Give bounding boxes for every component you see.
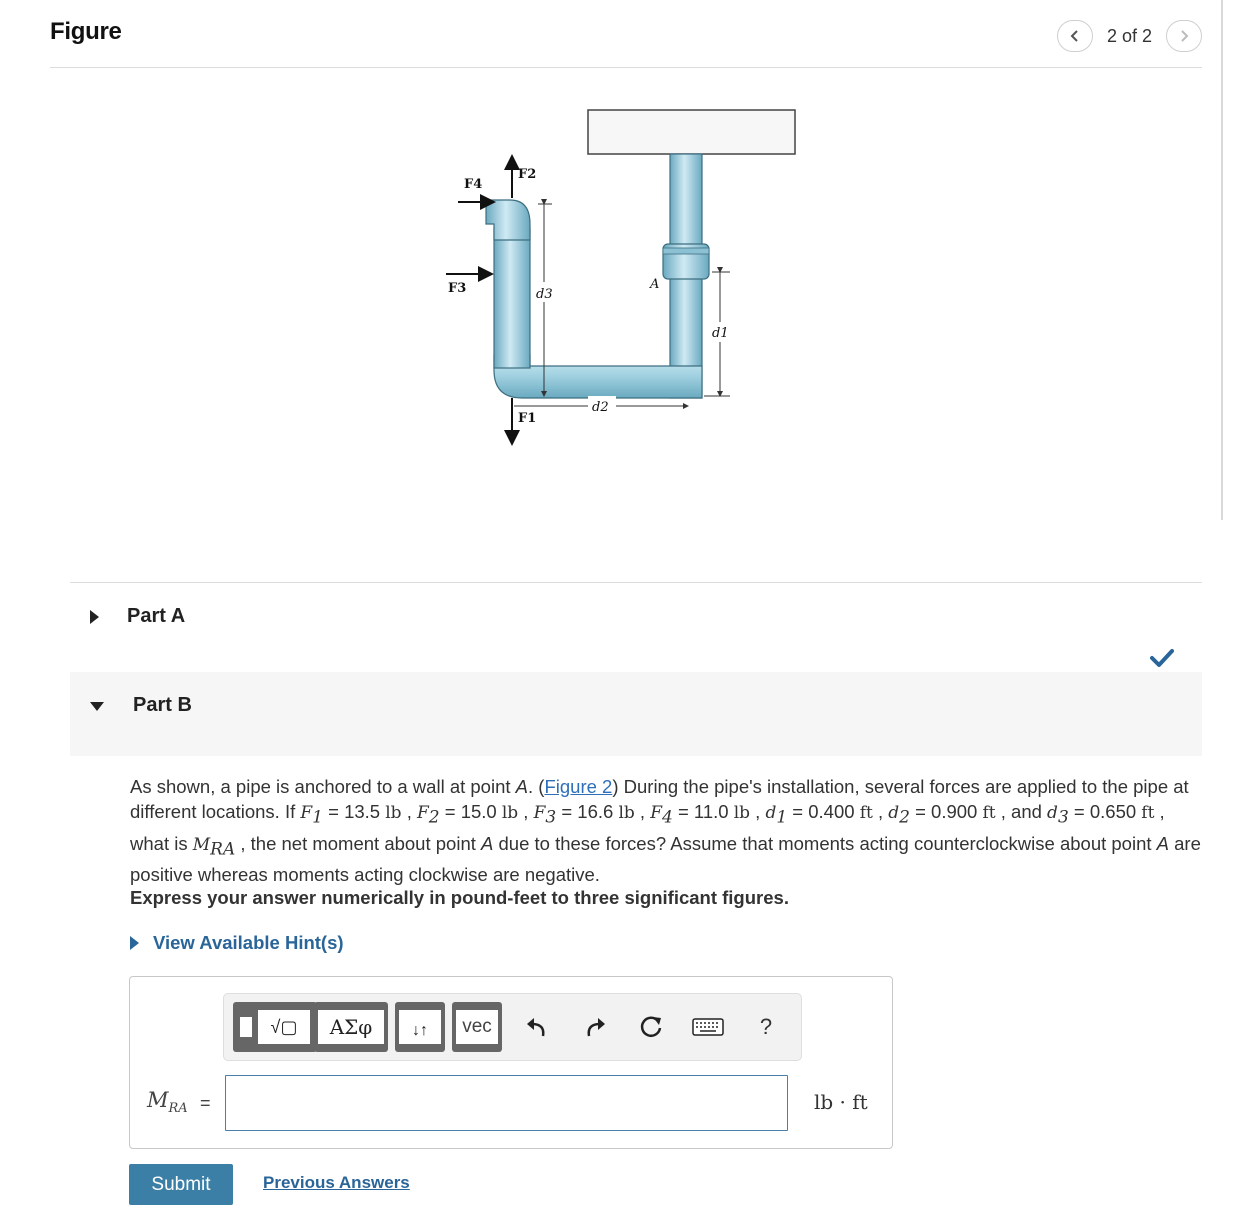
symbols-button[interactable]: ΑΣφ	[314, 1002, 388, 1052]
pipe-left-vertical	[494, 228, 530, 368]
checkmark-icon	[1150, 648, 1174, 668]
label-a: A	[650, 277, 660, 292]
part-b-header[interactable]	[70, 672, 1202, 756]
part-b-label: Part B	[133, 694, 192, 716]
arrows-button[interactable]: ↓↑	[395, 1002, 445, 1052]
separator	[70, 582, 1202, 583]
reset-icon[interactable]	[636, 1012, 666, 1042]
math-toolbar	[223, 993, 802, 1061]
part-a-header[interactable]	[70, 596, 1202, 640]
label-f1: F1	[518, 411, 537, 426]
figure-header	[50, 16, 1202, 68]
pager-count: 2 of 2	[1106, 25, 1152, 46]
pipe-figure	[420, 100, 800, 470]
submit-button[interactable]: Submit	[129, 1164, 233, 1205]
label-f3: F3	[448, 281, 467, 296]
figure-title: Figure	[50, 18, 122, 45]
part-a-label: Part A	[127, 605, 186, 627]
question-text: As shown, a pipe is anchored to a wall at point A. (Figure 2) During the pipe's installation, several forces are applied to the pipe at different locations. If $F_1 = 13.5$ lb , $F_2 = 15.0$ lb , $F_3 = 16.6$ lb , $F_4 = 11.0$ lb , $d_1 = 0.400$ ft , $d_2 = 0.900$ ft , and $d_3 = 0.650$ ft , what is $M_{RA}$ , the net moment about point A due to these forces? Assume that moments acting counterclockwise about point A are positive whereas moments acting clockwise are negative.	[130, 776, 1201, 886]
undo-icon[interactable]	[522, 1012, 552, 1042]
label-f2: F2	[518, 167, 537, 182]
hints-label: View Available Hint(s)	[153, 932, 344, 953]
equals-sign: =	[200, 1093, 211, 1113]
expand-right-icon	[90, 610, 99, 624]
expand-down-icon	[90, 702, 104, 711]
redo-icon[interactable]	[580, 1012, 610, 1042]
wall	[588, 110, 795, 154]
view-hints-toggle[interactable]	[130, 932, 344, 954]
templates-button[interactable]: √ ▢	[233, 1002, 317, 1052]
scrollbar-track	[1221, 0, 1223, 520]
answer-variable-label: $M_{RA}$	[147, 1088, 188, 1117]
previous-figure-button[interactable]	[1057, 20, 1093, 52]
instruction: Express your answer numerically in pound-feet to three significant figures.	[130, 887, 789, 908]
figure-pager	[1057, 20, 1202, 52]
pipe-top-elbow	[486, 200, 530, 240]
label-f4: F4	[464, 177, 483, 192]
previous-answers-link[interactable]: Previous Answers	[263, 1173, 410, 1192]
label-d1: d1	[712, 326, 729, 341]
vector-button[interactable]: vec	[452, 1002, 502, 1052]
figure-link[interactable]: Figure 2	[544, 776, 613, 797]
chevron-left-icon	[1068, 29, 1082, 43]
keyboard-icon[interactable]	[690, 1012, 726, 1042]
expand-right-icon	[130, 936, 139, 950]
answer-units: lb · ft	[814, 1090, 868, 1114]
label-d2: d2	[592, 400, 609, 415]
answer-input[interactable]	[225, 1075, 788, 1131]
chevron-right-icon	[1177, 29, 1191, 43]
next-figure-button[interactable]	[1166, 20, 1202, 52]
help-button[interactable]: ?	[759, 1014, 773, 1039]
label-d3: d3	[536, 287, 553, 302]
